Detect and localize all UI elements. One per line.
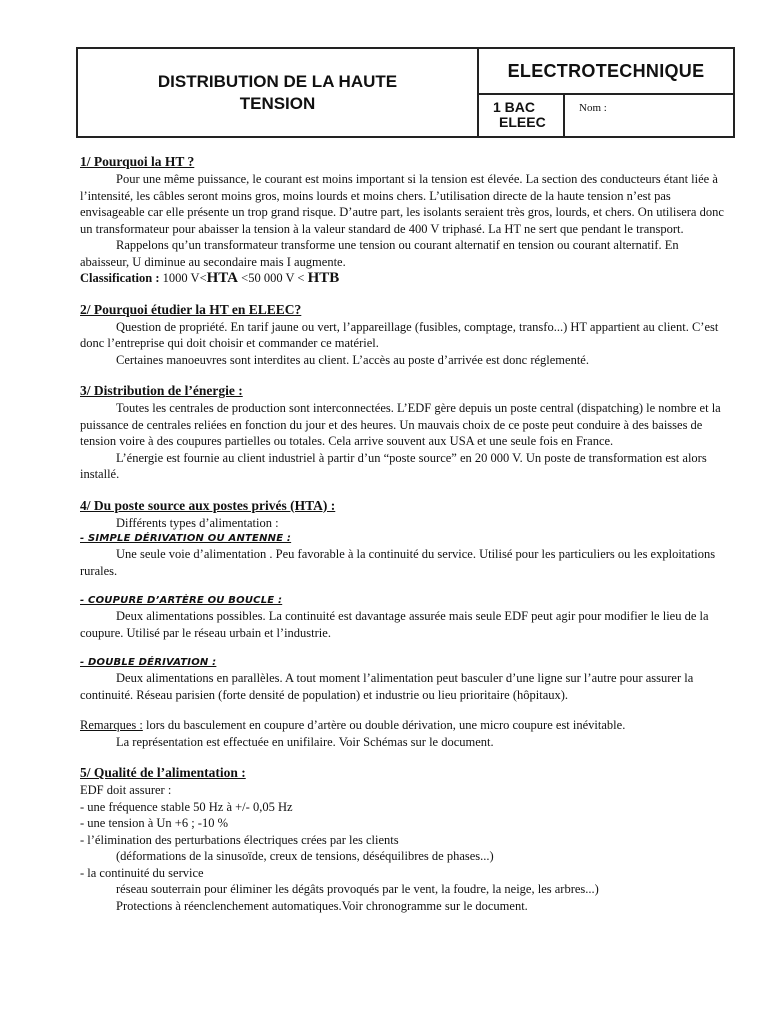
section-3-paragraph-1: Toutes les centrales de production sont interconnectées. L’EDF gère depuis un poste central (dispatching) le nombre et la puissance de centrales reliées en fonction du jour et des heures. Un mauvais choix de ce poste peut conduire à des baisses de tension voire à des coupures partielles ou totales. Cela arrive souvent aux USA et une seule fois en France.: [80, 401, 721, 448]
classification-line: [80, 270, 725, 287]
quality-line-6: - la continuité du service: [80, 865, 204, 880]
section-2-paragraph-2: Certaines manoeuvres sont interdites au client. L’accès au poste d’arrivée est donc réglementé.: [116, 352, 589, 367]
remarks-line: [80, 717, 725, 734]
section-3-heading: 3/ Distribution de l’énergie :: [80, 383, 243, 398]
section-1-heading: 1/ Pourquoi la HT ?: [80, 154, 195, 169]
title-cell: [78, 49, 479, 136]
section-4-intro: Différents types d’alimentation :: [116, 515, 279, 530]
page-title: DISTRIBUTION DE LA HAUTE TENSION: [157, 71, 398, 113]
classification-label: Classification :: [80, 271, 160, 285]
quality-line-5: (déformations de la sinusoïde, creux de tensions, déséquilibres de phases...): [116, 849, 494, 863]
quality-line-8: Protections à réenclenchement automatiques.Voir chronogramme sur le document.: [116, 898, 528, 913]
name-field[interactable]: [565, 95, 733, 136]
section-5-heading: 5/ Qualité de l’alimentation :: [80, 765, 246, 780]
classification-hta: HTA: [206, 270, 239, 286]
type-3-heading: - DOUBLE DÉRIVATION :: [80, 657, 217, 668]
subject-label: ELECTROTECHNIQUE: [507, 60, 705, 81]
class-line-2: ELEEC: [499, 114, 546, 130]
remarks-line-2: La représentation est effectuée en unifilaire. Voir Schémas sur le document.: [116, 734, 494, 749]
quality-line-3: - une tension à Un +6 ; -10 %: [80, 816, 228, 830]
type-3-text: Deux alimentations en parallèles. A tout moment l’alimentation peut basculer d’une ligne sur l’autre pour assurer la continuité. Réseau parisien (forte densité de population) et industrie ou lieu prioritaire (hôpitaux).: [80, 671, 694, 702]
section-1-paragraph-1: Pour une même puissance, le courant est moins important si la tension est élevée. La section des conducteurs étant liée à l’intensité, les câbles seront moins gros, moins lourds et moins chers. L’utilisation directe de la haute tension n’est pas envisageable car elle présente un trop grand risque. D’autre part, les isolants seraient très gros, lourds, et chers. On utilisera donc un transformateur pour abaisser la tension à la valeur standard de 400 V triphasé. La HT ne sert que pendant le transport.: [80, 172, 724, 236]
quality-line-4: - l’élimination des perturbations électriques crées par les clients: [80, 832, 399, 847]
classification-htb: HTB: [307, 270, 340, 286]
document-body: [80, 153, 725, 914]
section-1-paragraph-2: Rappelons qu’un transformateur transforme une tension ou courant alternatif en tension ou courant alternatif. En abaisseur, U diminue au secondaire mais I augmente.: [80, 238, 679, 269]
type-2-text: Deux alimentations possibles. La continuité est davantage assurée mais seule EDF peut agir pour modifier le lieu de la coupure. Utilisé par le réseau urbain et l’industrie.: [80, 609, 709, 640]
class-line-1: 1 BAC: [493, 99, 536, 115]
classification-upper: <50 000 V <: [241, 271, 305, 285]
section-4-heading: 4/ Du poste source aux postes privés (HTA) :: [80, 497, 336, 513]
remarks-text: lors du basculement en coupure d’artère ou double dérivation, une micro coupure est inévitable.: [142, 718, 626, 732]
type-2-heading: - COUPURE D’ARTÈRE OU BOUCLE :: [80, 595, 283, 606]
quality-line-2: - une fréquence stable 50 Hz à +/- 0,05 Hz: [80, 799, 293, 814]
section-2-heading: 2/ Pourquoi étudier la HT en ELEEC?: [80, 301, 302, 317]
remarks-label: Remarques :: [80, 718, 143, 732]
class-cell: [479, 95, 565, 136]
quality-line-7: réseau souterrain pour éliminer les dégâts provoqués par le vent, la foudre, la neige, les arbres...): [116, 882, 599, 896]
section-3-paragraph-2: L’énergie est fournie au client industriel à partir d’un “poste source” en 20 000 V. Un poste de transformation est alors installé.: [80, 450, 707, 481]
header-box: [76, 47, 735, 138]
quality-line-1: EDF doit assurer :: [80, 783, 172, 797]
type-1-text: Une seule voie d’alimentation . Peu favorable à la continuité du service. Utilisé pour les particuliers ou les exploitations rurales.: [80, 547, 716, 578]
type-1-heading: - SIMPLE DÉRIVATION OU ANTENNE :: [80, 533, 292, 544]
subject-cell: [479, 49, 733, 95]
name-label: Nom :: [579, 102, 607, 114]
classification-lower: 1000 V<: [162, 271, 207, 285]
section-2-paragraph-1: Question de propriété. En tarif jaune ou vert, l’appareillage (fusibles, comptage, transfo...) HT appartient au client. C’est donc l’entreprise qui doit choisir et commander ce matériel.: [80, 319, 719, 350]
